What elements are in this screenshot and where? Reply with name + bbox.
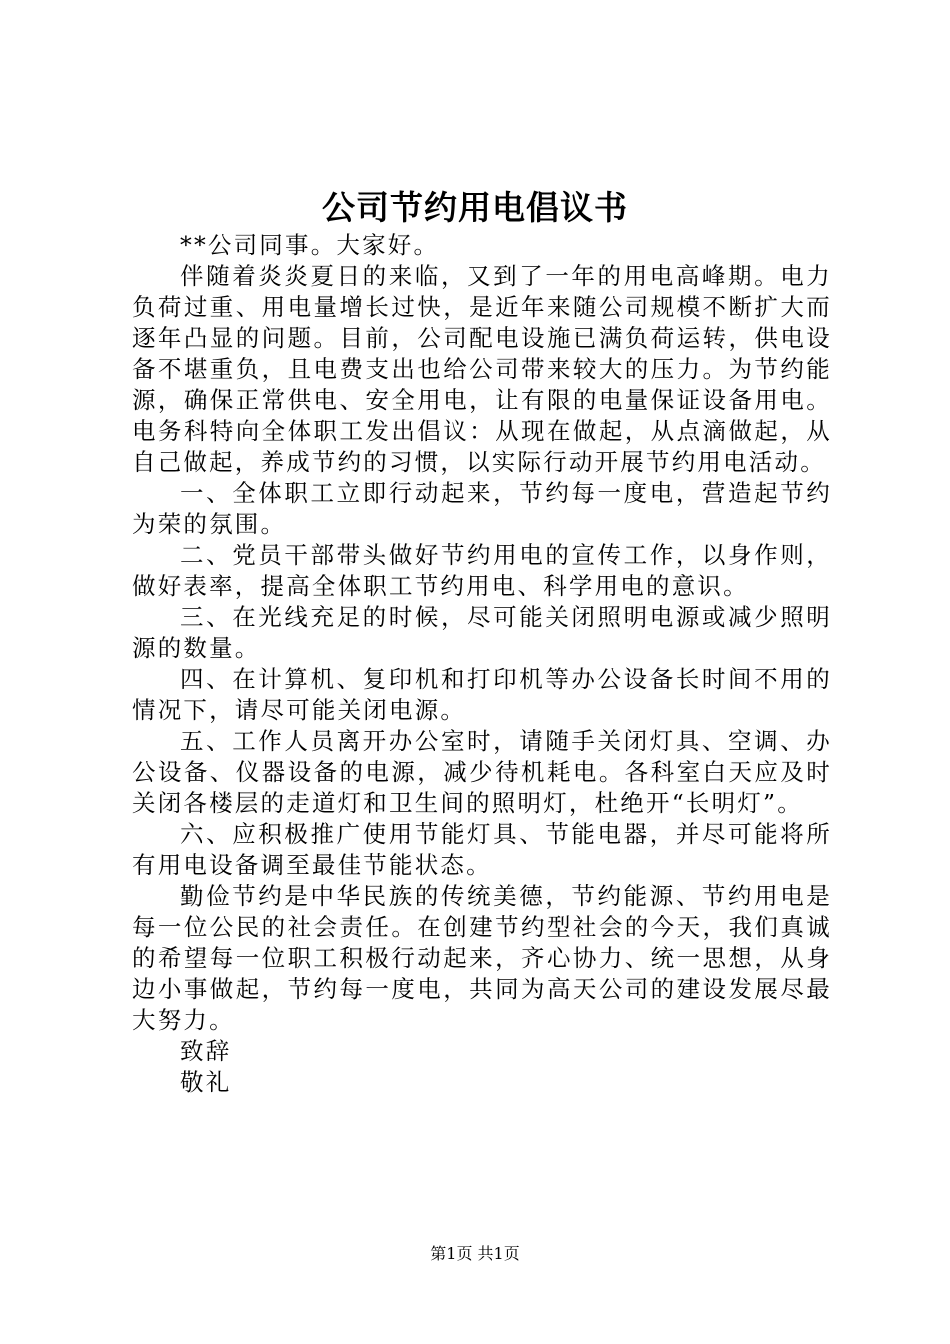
greeting-paragraph: **公司同事。大家好。	[180, 231, 440, 259]
item-5-paragraph: 五、工作人员离开办公室时，请随手关闭灯具、空调、办公设备、仪器设备的电源，减少待机耗电。各科室白天应及时关闭各楼层的走道灯和卫生间的照明灯，杜绝开“长明灯”。	[132, 727, 832, 817]
closing-line-2: 敬礼	[180, 1068, 232, 1096]
page-number-footer: 第1页 共1页	[430, 1244, 520, 1263]
item-1-paragraph: 一、全体职工立即行动起来，节约每一度电，营造起节约为荣的氛围。	[132, 479, 832, 538]
closing-line-1: 致辞	[180, 1037, 232, 1065]
item-2-paragraph: 二、党员干部带头做好节约用电的宣传工作，以身作则，做好表率，提高全体职工节约用电、科学用电的意识。	[132, 541, 832, 600]
document-body	[132, 230, 832, 1098]
item-6-paragraph: 六、应积极推广使用节能灯具、节能电器，并尽可能将所有用电设备调至最佳节能状态。	[132, 820, 832, 879]
conclusion-paragraph: 勤俭节约是中华民族的传统美德，节约能源、节约用电是每一位公民的社会责任。在创建节约型社会的今天，我们真诚的希望每一位职工积极行动起来，齐心协力、统一思想，从身边小事做起，节约每一度电，共同为高天公司的建设发展尽最大努力。	[132, 882, 832, 1034]
document-title: 公司节约用电倡议书	[322, 188, 628, 227]
item-3-paragraph: 三、在光线充足的时候，尽可能关闭照明电源或减少照明源的数量。	[132, 603, 832, 662]
item-4-paragraph: 四、在计算机、复印机和打印机等办公设备长时间不用的情况下，请尽可能关闭电源。	[132, 665, 832, 724]
intro-paragraph: 伴随着炎炎夏日的来临，又到了一年的用电高峰期。电力负荷过重、用电量增长过快，是近年来随公司规模不断扩大而逐年凸显的问题。目前，公司配电设施已满负荷运转，供电设备不堪重负，且电费支出也给公司带来较大的压力。为节约能源，确保正常供电、安全用电，让有限的电量保证设备用电。电务科特向全体职工发出倡议：从现在做起，从点滴做起，从自己做起，养成节约的习惯，以实际行动开展节约用电活动。	[132, 262, 832, 476]
